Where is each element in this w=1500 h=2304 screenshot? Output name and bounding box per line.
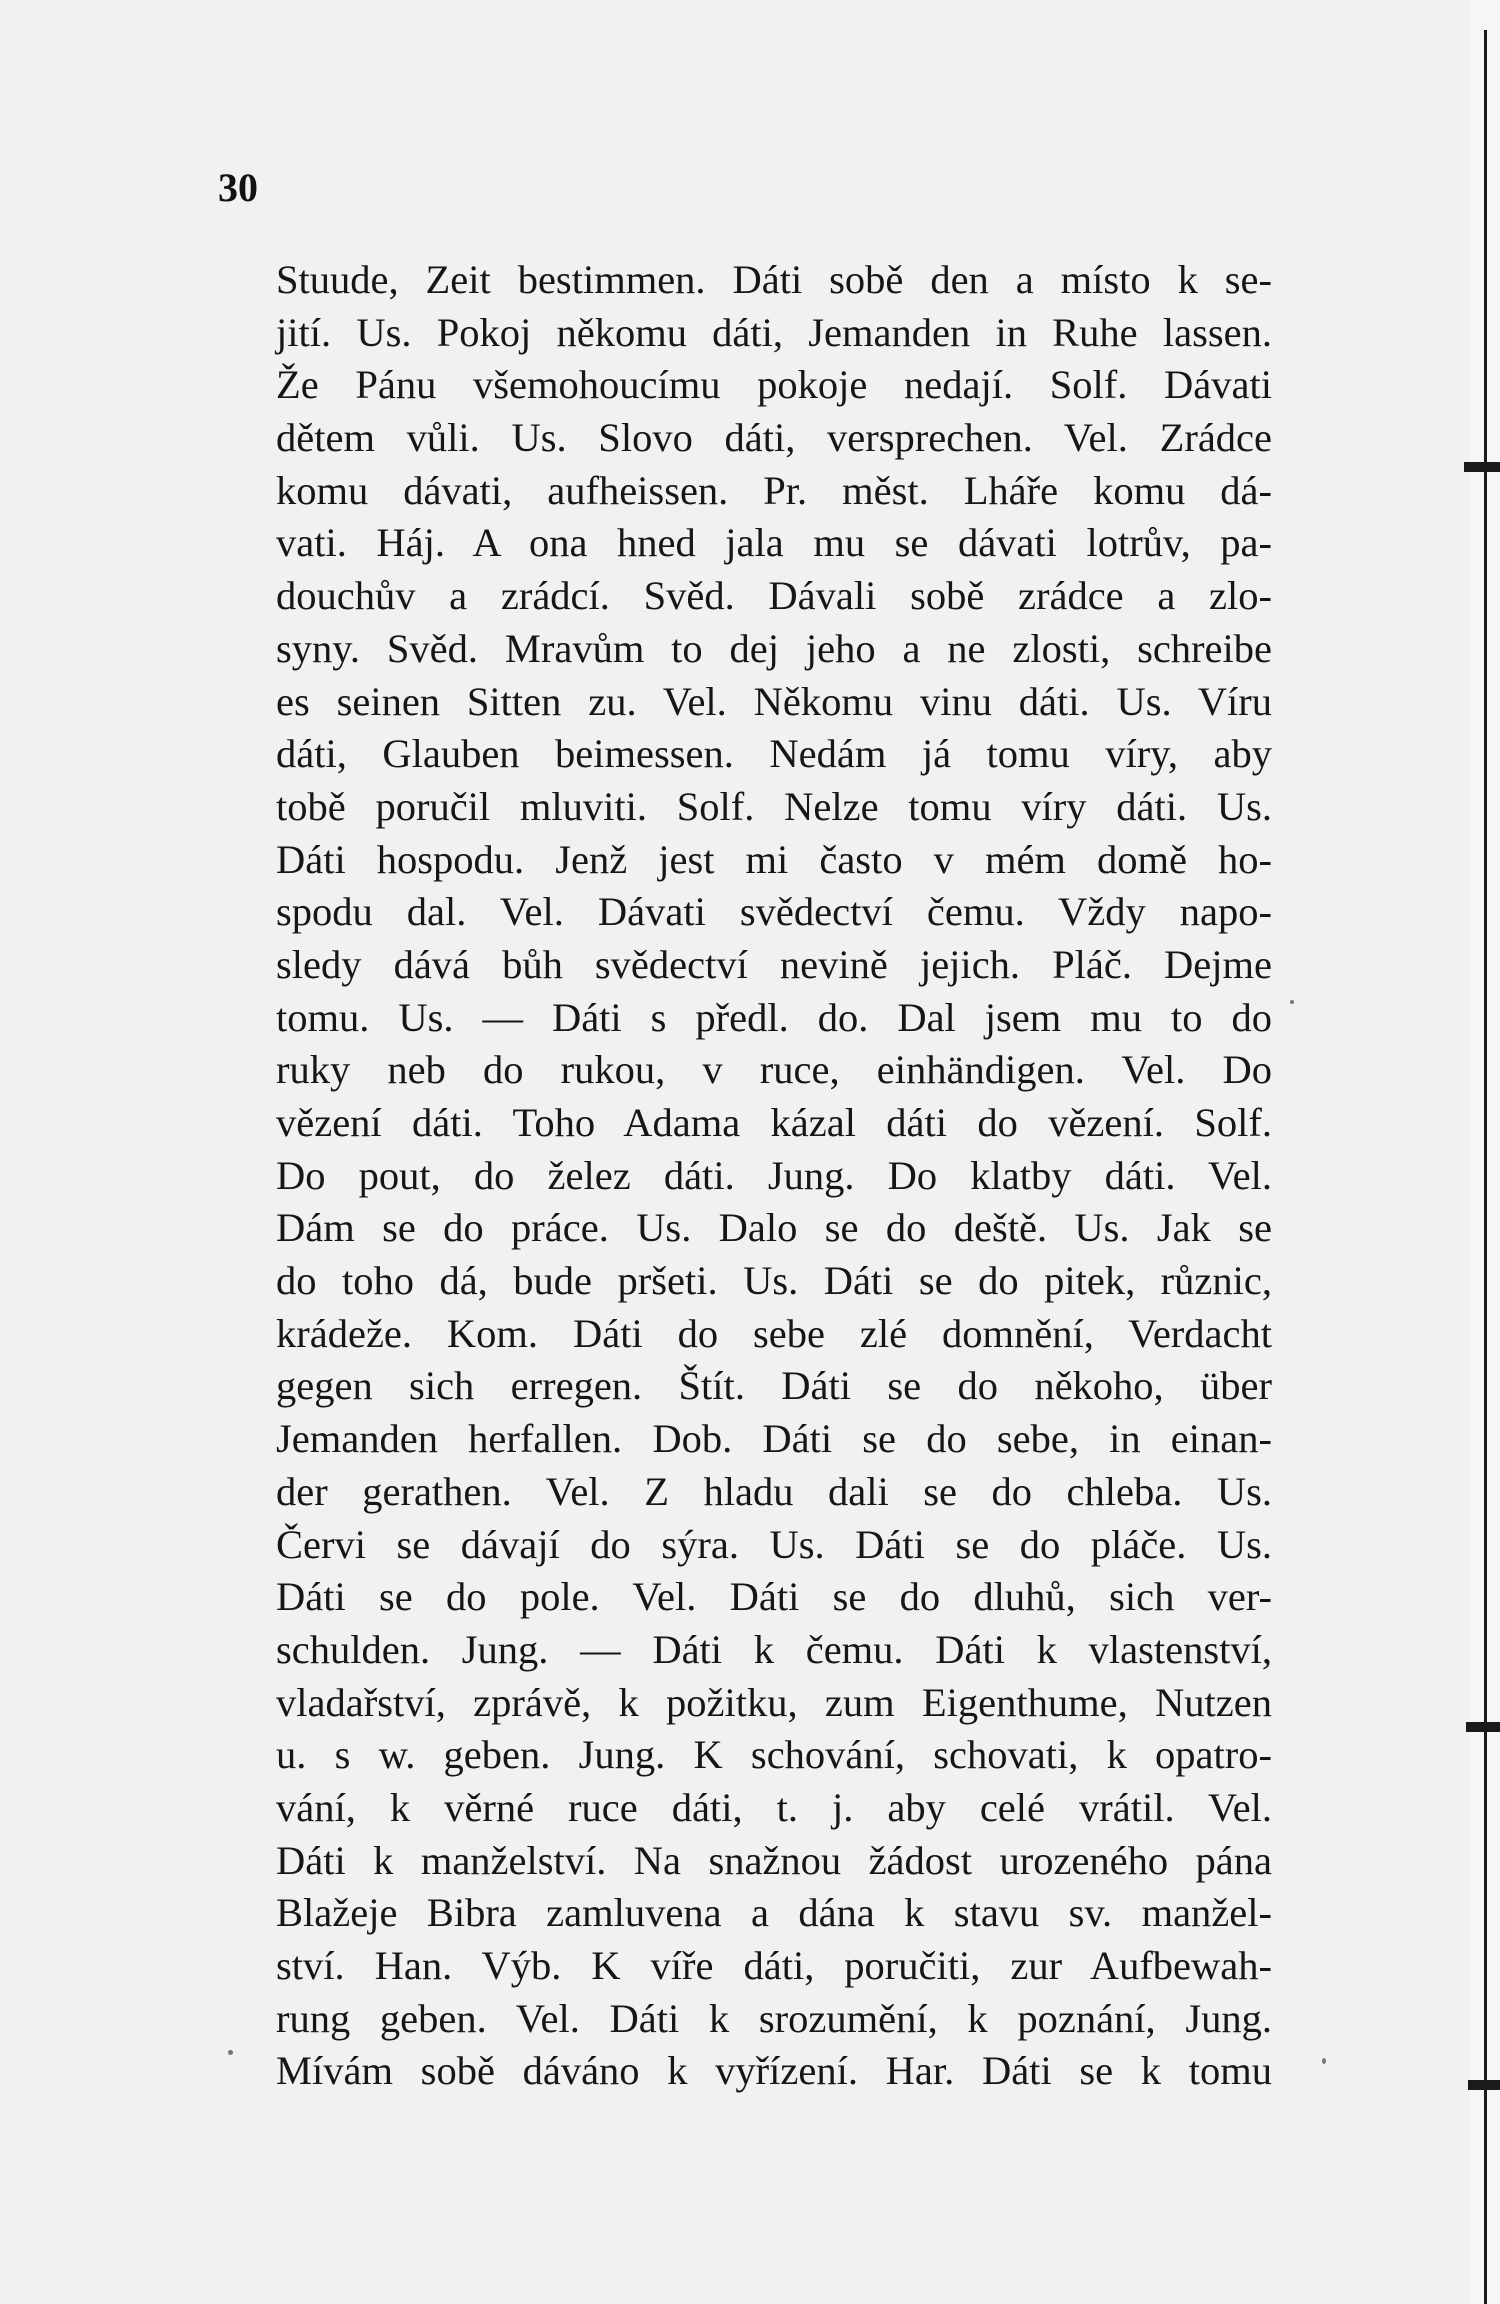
text-line: komu dávati, aufheissen. Pr. měst. Lháře komu dá- (276, 467, 1272, 513)
page-edge-line (1484, 30, 1487, 2304)
text-line: tobě poručil mluviti. Solf. Nelze tomu víry dáti. Us. (276, 783, 1272, 829)
text-line: jití. Us. Pokoj někomu dáti, Jemanden in Ruhe lassen. (276, 309, 1272, 355)
margin-speck (1322, 2058, 1326, 2064)
text-line: vězení dáti. Toho Adama kázal dáti do vězení. Solf. (276, 1100, 1272, 1145)
text-line: douchův a zrádcí. Svěd. Dávali sobě zrádce a zlo- (276, 573, 1272, 619)
text-line: schulden. Jung. — Dáti k čemu. Dáti k vlastenství, (276, 1626, 1272, 1672)
text-line: Mívám sobě dáváno k vyřízení. Har. Dáti se k tomu (276, 2048, 1272, 2094)
margin-speck (1290, 1000, 1294, 1004)
text-line: sledy dává bůh svědectví nevině jejich. Pláč. Dejme (276, 941, 1272, 987)
page-number: 30 (218, 165, 258, 210)
text-line: dáti, Glauben beimessen. Nedám já tomu víry, aby (276, 731, 1272, 777)
text-line: Blažeje Bibra zamluvena a dána k stavu sv. manžel- (276, 1890, 1272, 1936)
text-line: Stuude, Zeit bestimmen. Dáti sobě den a místo k se- (276, 257, 1272, 302)
text-line: ství. Han. Výb. K víře dáti, poručiti, zur Aufbewah- (276, 1943, 1272, 1988)
margin-speck (228, 2050, 233, 2055)
text-line: do toho dá, bude pršeti. Us. Dáti se do pitek, různic, (276, 1258, 1272, 1304)
text-line: Dám se do práce. Us. Dalo se do deště. Us. Jak se (276, 1205, 1272, 1251)
text-line: u. s w. geben. Jung. K schování, schovati, k opatro- (276, 1732, 1272, 1778)
dictionary-text (276, 254, 1272, 2098)
text-line: rung geben. Vel. Dáti k srozumění, k poznání, Jung. (276, 1995, 1272, 2041)
text-line: Dáti se do pole. Vel. Dáti se do dluhů, sich ver- (276, 1574, 1272, 1620)
text-line: vání, k věrné ruce dáti, t. j. aby celé vrátil. Vel. (276, 1784, 1272, 1830)
text-line: vati. Háj. A ona hned jala mu se dávati lotrův, pa- (276, 520, 1272, 566)
text-line: Jemanden herfallen. Dob. Dáti se do sebe, in einan- (276, 1416, 1272, 1462)
text-line: syny. Svěd. Mravům to dej jeho a ne zlosti, schreibe (276, 625, 1272, 671)
text-line: es seinen Sitten zu. Vel. Někomu vinu dáti. Us. Víru (276, 678, 1272, 724)
edge-mark (1466, 1722, 1500, 1732)
text-line: Že Pánu všemohoucímu pokoje nedají. Solf. Dávati (276, 362, 1272, 408)
text-line: tomu. Us. — Dáti s předl. do. Dal jsem mu to do (276, 994, 1272, 1040)
text-line: Do pout, do želez dáti. Jung. Do klatby dáti. Vel. (276, 1152, 1272, 1198)
text-line: Dáti k manželství. Na snažnou žádost urozeného pána (276, 1837, 1272, 1883)
edge-mark (1468, 2080, 1500, 2090)
text-line: ruky neb do rukou, v ruce, einhändigen. Vel. Do (276, 1047, 1272, 1093)
text-line: Červi se dávají do sýra. Us. Dáti se do pláče. Us. (276, 1521, 1272, 1567)
text-line: vladařství, zprávě, k požitku, zum Eigenthume, Nutzen (276, 1679, 1272, 1725)
text-line: krádeže. Kom. Dáti do sebe zlé domnění, Verdacht (276, 1310, 1272, 1356)
text-line: der gerathen. Vel. Z hladu dali se do chleba. Us. (276, 1468, 1272, 1514)
text-line: Dáti hospodu. Jenž jest mi často v mém domě ho- (276, 836, 1272, 882)
edge-mark (1464, 462, 1500, 472)
text-line: spodu dal. Vel. Dávati svědectví čemu. Vždy napo- (276, 889, 1272, 935)
text-line: gegen sich erregen. Štít. Dáti se do někoho, über (276, 1363, 1272, 1409)
text-line: dětem vůli. Us. Slovo dáti, versprechen. Vel. Zrádce (276, 415, 1272, 461)
